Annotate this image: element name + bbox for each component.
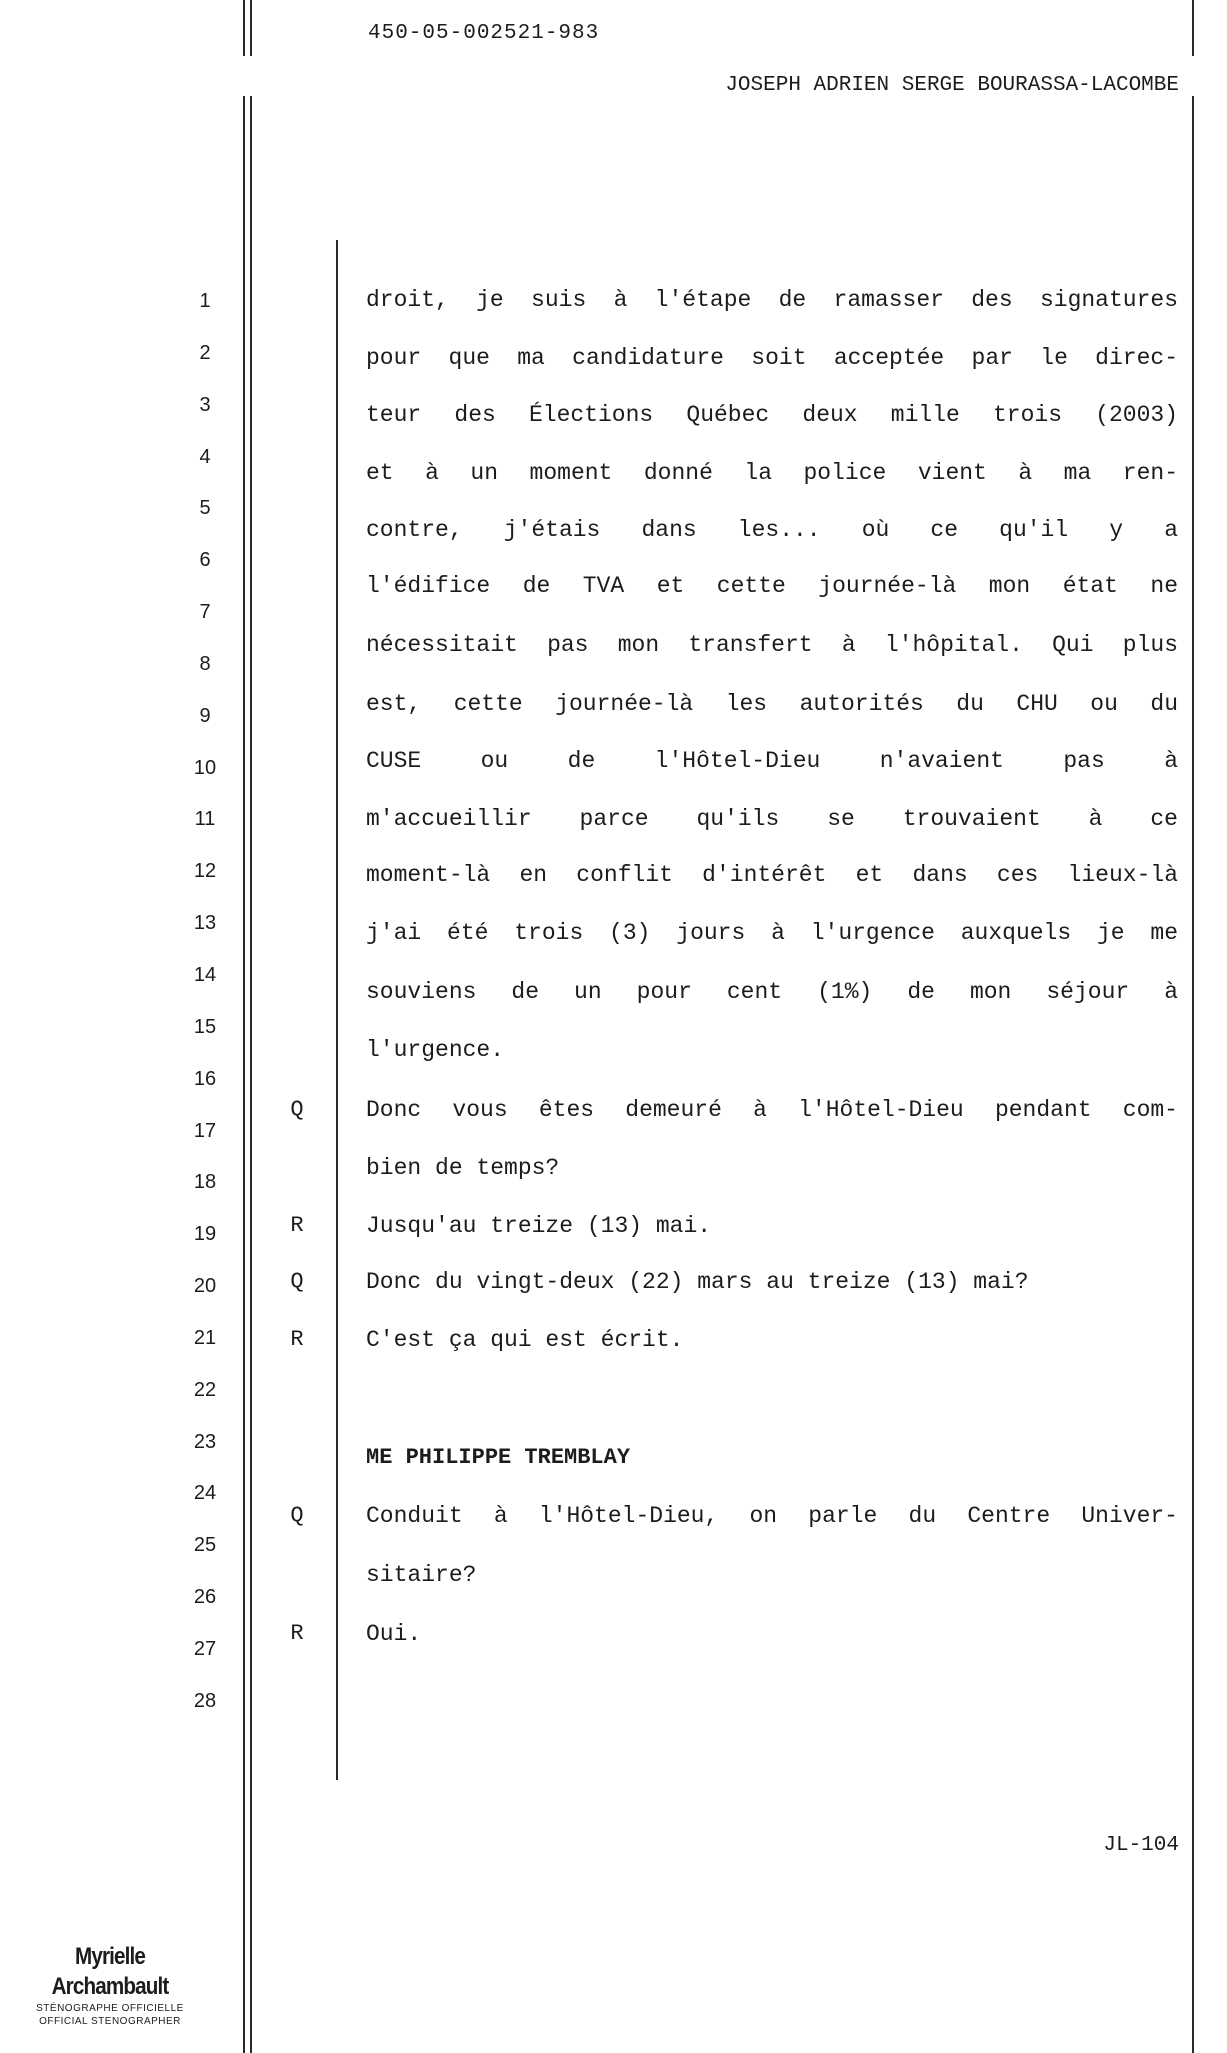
- line-number: 26: [193, 1586, 217, 1609]
- line-number: 22: [193, 1378, 217, 1401]
- transcript-line: teur des Élections Québec deux mille trois (2003): [366, 402, 1178, 428]
- case-reference: 450-05-002521-983: [368, 22, 600, 45]
- line-number: 20: [193, 1275, 217, 1298]
- transcript-line: m'accueillir parce qu'ils se trouvaient à ce: [366, 806, 1178, 832]
- question-marker: Q: [290, 1503, 304, 1528]
- line-numbers: [180, 276, 230, 1728]
- line-number: 5: [199, 497, 211, 520]
- right-margin-rule: [1192, 96, 1194, 2053]
- transcript-line: est, cette journée-là les autorités du CHU ou du: [366, 691, 1178, 717]
- line-number: 7: [199, 601, 211, 624]
- line-number: 14: [193, 963, 217, 986]
- stenographer-title-en: OFFICIAL STENOGRAPHER: [39, 2016, 181, 2027]
- left-margin-rule-1: [243, 0, 245, 56]
- line-number: 15: [193, 1015, 217, 1038]
- answer-marker: R: [290, 1213, 304, 1238]
- transcript-line: droit, je suis à l'étape de ramasser des signatures: [366, 287, 1178, 313]
- transcript-line: Jusqu'au treize (13) mai.: [366, 1213, 712, 1239]
- line-number: 9: [199, 704, 211, 727]
- left-margin-rule-3: [243, 96, 245, 2053]
- transcript-line: contre, j'étais dans les... où ce qu'il y a: [366, 517, 1178, 543]
- line-number: 12: [193, 860, 217, 883]
- qr-column-rule: [336, 240, 338, 1780]
- line-number: 19: [193, 1223, 217, 1246]
- transcript-line: Donc du vingt-deux (22) mars au treize (13) mai?: [366, 1269, 1029, 1295]
- left-margin-rule-4: [250, 96, 252, 2053]
- stenographer-title-fr: STÉNOGRAPHE OFFICIELLE: [36, 2003, 184, 2014]
- transcript-line: j'ai été trois (3) jours à l'urgence auxquels je me: [366, 920, 1178, 946]
- line-number: 17: [193, 1119, 217, 1142]
- transcript-line: moment-là en conflit d'intérêt et dans ces lieux-là: [366, 862, 1178, 888]
- stenographer-stamp: [0, 1942, 220, 2028]
- line-number: 3: [199, 393, 211, 416]
- line-number: 13: [193, 912, 217, 935]
- transcript-line: et à un moment donné la police vient à ma ren-: [366, 460, 1178, 486]
- transcript-line: sitaire?: [366, 1562, 477, 1588]
- transcript-line: l'urgence.: [366, 1037, 505, 1063]
- line-number: 18: [193, 1171, 217, 1194]
- transcript-line: Donc vous êtes demeuré à l'Hôtel-Dieu pendant com-: [366, 1097, 1178, 1123]
- stenographer-name: Myrielle Archambault: [51, 1943, 169, 2000]
- answer-marker: R: [290, 1327, 304, 1352]
- speaker-heading: ME PHILIPPE TREMBLAY: [366, 1445, 631, 1470]
- witness-name: JOSEPH ADRIEN SERGE BOURASSA-LACOMBE: [725, 74, 1179, 97]
- left-margin-rule-2: [250, 0, 252, 56]
- transcript-line: bien de temps?: [366, 1155, 560, 1181]
- transcript-line: pour que ma candidature soit acceptée par le direc-: [366, 345, 1178, 371]
- transcript-line: nécessitait pas mon transfert à l'hôpital. Qui plus: [366, 632, 1178, 658]
- line-number: 25: [193, 1534, 217, 1557]
- transcript-line: C'est ça qui est écrit.: [366, 1327, 684, 1353]
- line-number: 4: [199, 445, 211, 468]
- line-number: 11: [194, 808, 216, 831]
- line-number: 10: [193, 756, 217, 779]
- transcript-line: Oui.: [366, 1621, 422, 1647]
- page-code: JL-104: [1103, 1834, 1179, 1857]
- line-number: 21: [193, 1326, 217, 1349]
- line-number: 8: [199, 652, 211, 675]
- line-number: 16: [193, 1067, 217, 1090]
- transcript-line: souviens de un pour cent (1%) de mon séjour à: [366, 979, 1178, 1005]
- line-number: 24: [193, 1482, 217, 1505]
- transcript-line: l'édifice de TVA et cette journée-là mon état ne: [366, 573, 1178, 599]
- line-number: 1: [199, 290, 211, 312]
- question-marker: Q: [290, 1269, 304, 1294]
- question-marker: Q: [290, 1097, 304, 1122]
- transcript-line: CUSE ou de l'Hôtel-Dieu n'avaient pas à: [366, 748, 1178, 774]
- line-number: 2: [199, 341, 211, 364]
- right-margin-rule-top: [1192, 0, 1194, 56]
- line-number: 6: [199, 549, 211, 572]
- line-number: 23: [193, 1430, 217, 1453]
- line-number: 27: [193, 1637, 217, 1660]
- line-number: 28: [193, 1689, 217, 1712]
- answer-marker: R: [290, 1621, 304, 1646]
- transcript-line: Conduit à l'Hôtel-Dieu, on parle du Centre Univer-: [366, 1503, 1178, 1529]
